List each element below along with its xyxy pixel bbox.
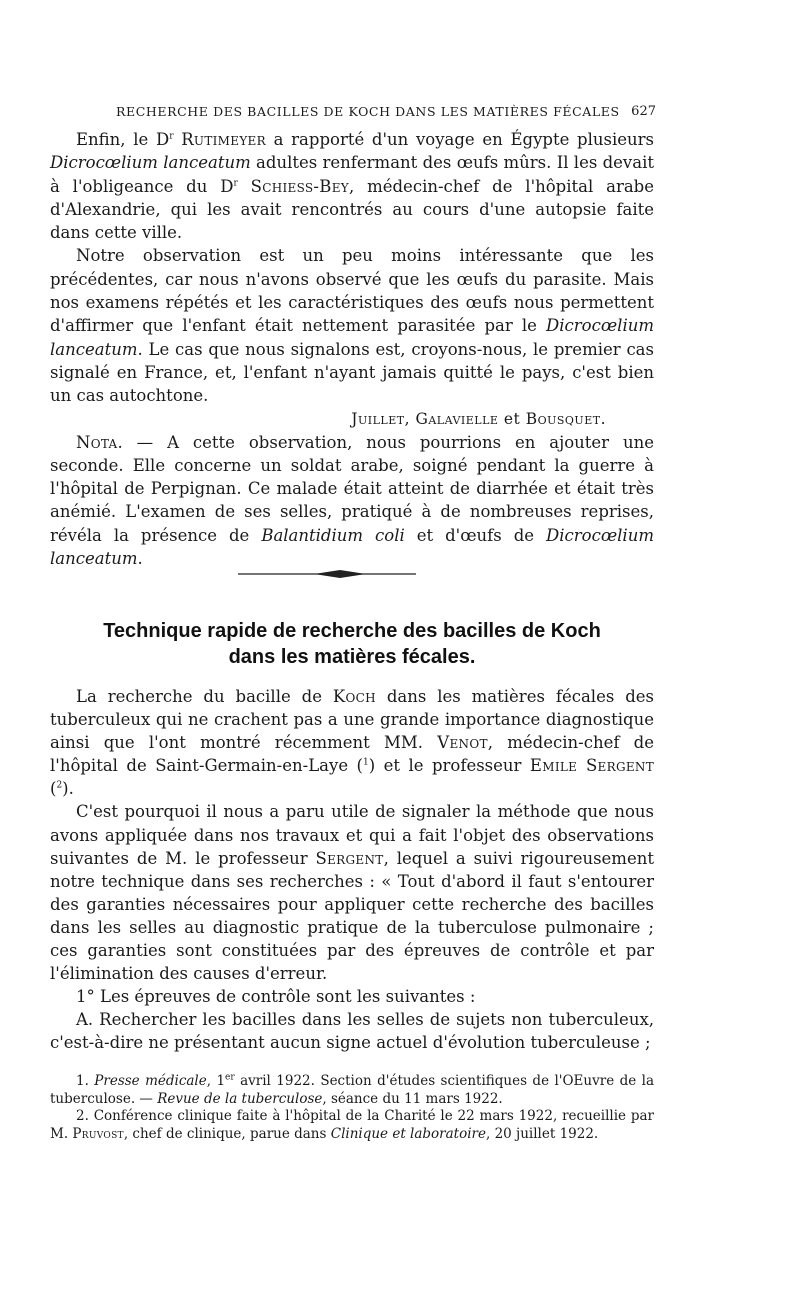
footnote-2: 2. Conférence clinique faite à l'hôpital de la Charité le 22 mars 1922, recueillie par M. Pruvost, chef de clinique, parue dans Clinique et laboratoire, 20 juillet 1922.: [50, 1108, 654, 1142]
paragraph-epreuves: 1° Les épreuves de contrôle sont les suivantes :: [76, 987, 476, 1007]
paragraph-recherche: La recherche du bacille de Koch dans les matières fécales des tuberculeux qui ne crachent pas a une grande importance diagnostique ainsi que l'ont montré récemment MM. Venot, médecin-chef de l'hôpital de Saint-Germain-en-Laye ($^1$) et le professeur Emile Sergent ($^2$).: [50, 687, 654, 799]
footnote-1: 1. Presse médicale, 1er avril 1922. Section d'études scientifiques de l'OEuvre de la tuberculose. — Revue de la tuberculose, séance du 11 mars 1922.: [50, 1072, 654, 1107]
section-heading-line1: Technique rapide de recherche des bacilles de Koch: [103, 620, 601, 642]
paragraph-point-a: A. Rechercher les bacilles dans les selles de sujets non tuberculeux, c'est-à-dire ne présentant aucun signe actuel d'évolution tuberculeuse ;: [50, 1010, 654, 1053]
page-number: 627: [631, 104, 656, 119]
running-head-title: RECHERCHE DES BACILLES DE KOCH DANS LES MATIÈRES FÉCALES: [116, 104, 620, 119]
footnotes: [50, 1073, 654, 1143]
signature: Juillet, Galavielle et Bousquet.: [351, 409, 606, 428]
paragraph-observation: Notre observation est un peu moins intéressante que les précédentes, car nous n'avons observé que les œufs du parasite. Mais nos examens répétés et les caractéristiques des œufs nous permettent d'affirmer que l'enfant était nettement parasitée par le Dicrocœlium lanceatum. Le cas que nous signalons est, croyons-nous, le premier cas signalé en France, et, l'enfant n'ayant jamais quitté le pays, c'est bien un cas autochtone.: [50, 246, 654, 406]
paragraph-methode: C'est pourquoi il nous a paru utile de signaler la méthode que nous avons appliquée dans nos travaux et qui a fait l'objet des observations suivantes de M. le professeur Sergent, lequel a suivi rigoureusement notre technique dans ses recherches : « Tout d'abord il faut s'entourer des garanties nécessaires pour appliquer cette recherche des bacilles dans les selles au diagnostic pratique de la tuberculose pulmonaire ; ces garanties sont constituées par des épreuves de contrôle et par l'élimination des causes d'erreur.: [50, 802, 654, 984]
paragraph-rutimeyer: Enfin, le $D^r$ Rutimeyer a rapporté d'un voyage en Égypte plusieurs Dicrocœlium lanceatum adultes renfermant des œufs mûrs. Il les devait à l'obligeance du $D^r$ Schiess-Bey, médecin-chef de l'hôpital arabe d'Alexandrie, qui les avait rencontrés au cours d'une autopsie faite dans cette ville.: [50, 130, 654, 243]
paragraph-nota: Nota. — A cette observation, nous pourrions en ajouter une seconde. Elle concerne un soldat arabe, soigné pendant la guerre à l'hôpital de Perpignan. Ce malade était atteint de diarrhée et était très anémié. L'examen de ses selles, pratiqué à de nombreuses reprises, révéla la présence de Balantidium coli et d'œufs de Dicrocœlium lanceatum.: [50, 432, 654, 569]
section-heading: [50, 618, 654, 670]
section-heading-line2: dans les matières fécales.: [228, 646, 476, 668]
lower-text: [50, 685, 654, 1055]
running-head: [116, 104, 656, 124]
upper-text: [50, 128, 654, 570]
